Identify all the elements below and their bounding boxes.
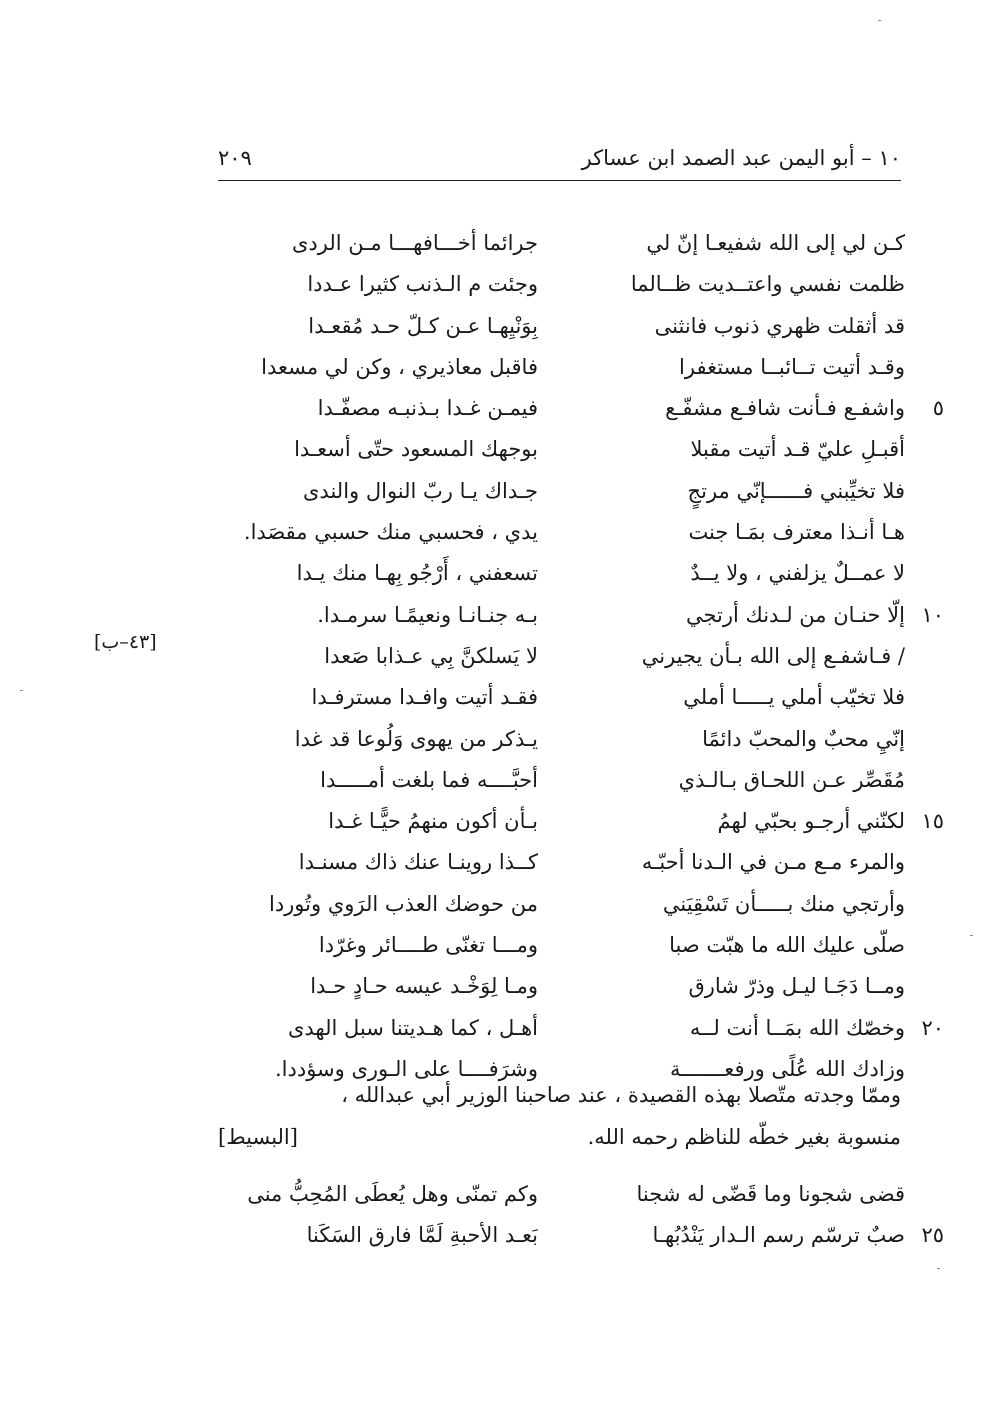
verse-row: [200, 843, 960, 884]
verse-row: [200, 720, 960, 761]
header-rule: [218, 180, 901, 181]
first-hemistich: لكنّني أرجـو بحبّي لهمُ: [717, 809, 905, 834]
verse-row: [200, 596, 960, 637]
first-hemistich: وزادك الله عُلًى ورفعـــــــة: [669, 1056, 905, 1081]
first-hemistich: هـا أنـذا معترف بمَـا جنت: [688, 520, 905, 545]
second-hemistich: جـداك يـا ربّ النوال والندى: [303, 478, 538, 503]
folio-margin-note: [٤٣–ب]: [94, 631, 157, 653]
first-hemistich: فلا تخيِّبني فــــــإنّي مرتجٍ: [687, 478, 905, 503]
verse-number: ١٥: [921, 809, 944, 834]
verse-row: [200, 967, 960, 1008]
first-hemistich: فلا تخيّب أملي يـــــا أملي: [683, 685, 905, 710]
verse-row: [200, 348, 960, 389]
first-hemistich: ومــا دَجَـا ليـل وذرّ شارق: [688, 974, 905, 999]
first-hemistich: كـن لي إلى الله شفيعـا إنّ لي: [646, 231, 905, 255]
verse-row: [200, 678, 960, 719]
first-hemistich: إلّا حنـان من لـدنك أرتجي: [685, 602, 905, 627]
first-hemistich: وقـد أتيت تــائبــا مستغفرا: [679, 354, 905, 379]
verse-row: [200, 513, 960, 554]
first-hemistich: وأرتجي منك بـــــأن تَسْقِيَني: [662, 891, 905, 916]
second-hemistich: بوجهك المسعود حتّى أسعـدا: [294, 437, 538, 462]
first-hemistich: قضى شجونا وما قَضّى له شجنا: [636, 1182, 905, 1206]
second-hemistich: ومـا لِوَخْـد عيسه حـادٍ حـدا: [310, 974, 538, 999]
chapter-title: ١٠ – أبو اليمن عبد الصمد ابن عساكر: [581, 146, 901, 170]
running-header: [218, 146, 901, 180]
first-hemistich: صلّى عليك الله ما هبّت صبا: [669, 933, 905, 958]
second-hemistich: يـذكر من يهوى وَلُوعا قد غدا: [294, 726, 538, 751]
verse-row: [200, 430, 960, 471]
verse-row: [200, 265, 960, 306]
first-hemistich: أقبـلِ عليّ قـد أتيت مقبلا: [690, 437, 905, 462]
verse-number: ٢٥: [921, 1223, 944, 1247]
first-hemistich: وخصّك الله بمَــا أنت لــه: [689, 1015, 905, 1040]
second-hemistich: بِوَنْيِهـا عـن كـلّ حـد مُقعـدا: [308, 313, 538, 338]
first-hemistich: إنّيِ محبٌ والمحبّ دائمًا: [702, 726, 905, 751]
second-hemistich: ومـــا تغنّى طــــائر وغرّدا: [318, 933, 538, 958]
second-hemistich: فيمـن غـدا بـذنبـه مصفّـدا: [317, 396, 538, 421]
scan-mark: [878, 20, 881, 21]
second-hemistich: كــذا روينـا عنك ذاك مسنـدا: [298, 850, 538, 875]
second-hemistich: وشرَفــــا على الـورى وسؤددا.: [275, 1056, 538, 1081]
verse-row: [200, 554, 960, 595]
verse-row: [200, 472, 960, 513]
verse-row: [200, 926, 960, 967]
first-hemistich: والمرء مـع مـن في الـدنا أحبّـه: [641, 850, 905, 875]
first-hemistich: لا عمــلٌ يزلفني ، ولا يــدٌ: [690, 561, 905, 586]
verse-row: [200, 885, 960, 926]
second-hemistich: أهـل ، كما هـديتنا سبل الهدى: [287, 1015, 538, 1040]
second-hemistich: أحبَّــــه فما بلغت أمـــــدا: [320, 767, 538, 792]
second-hemistich: جرائما أخـــافهـــا مـن الردى: [291, 231, 538, 255]
first-hemistich: / فـاشفـع إلى الله بـأن يجيرني: [641, 643, 905, 668]
second-hemistich: بـه جنـانـا ونعيمًـا سرمـدا.: [317, 602, 538, 627]
second-hemistich: لا يَسلكنَّ بِي عـذابا صَعدا: [324, 643, 538, 668]
second-hemistich: وجئت م الـذنب كثيرا عـددا: [307, 272, 538, 297]
second-hemistich: بَعـد الأحبةِ لَمَّا فارق السَكَنا: [306, 1223, 538, 1247]
verse-number: ٥: [932, 396, 944, 421]
scan-mark: [20, 690, 23, 691]
second-hemistich: وكم تمنّى وهل يُعطَى المُحِبُّ منى: [247, 1182, 538, 1206]
first-hemistich: ظلمت نفسي واعتــديت ظــالما: [630, 272, 905, 297]
verse-number: ٢٠: [921, 1015, 944, 1040]
prose-line-1: وممّا وجدته متّصلا بهذه القصيدة ، عند صاحبنا الوزير أبي عبدالله ،: [341, 1083, 901, 1107]
verse-row: [200, 1009, 960, 1050]
verse-number: ١٠: [921, 602, 944, 627]
verse-row: [200, 389, 960, 430]
verse-row: [200, 1175, 960, 1216]
first-hemistich: قد أثقلت ظهري ذنوب فانثنى: [654, 313, 905, 338]
verse-row: [200, 761, 960, 802]
verse-row: [200, 637, 960, 678]
second-hemistich: فقـد أتيت وافـدا مسترفـدا: [311, 685, 538, 710]
poem2-verses: [200, 1175, 960, 1257]
scan-mark: [937, 1268, 940, 1269]
meter-label: [البسيط]: [218, 1125, 298, 1149]
second-hemistich: يدي ، فحسبي منك حسبي مقصَدا.: [243, 520, 538, 545]
scan-mark: [970, 935, 973, 936]
first-hemistich: صبٌ ترسّم رسم الـدار يَنْدُبُهـا: [652, 1223, 905, 1247]
second-hemistich: من حوضك العذب الرَوي وتُوردا: [268, 891, 538, 916]
verse-row: [200, 802, 960, 843]
verse-row: [200, 224, 960, 265]
first-hemistich: مُقَصِّر عـن اللحـاق بـالـذي: [678, 767, 905, 792]
verse-row: [200, 307, 960, 348]
page-number: ٢٠٩: [218, 146, 252, 170]
verse-row: [200, 1216, 960, 1257]
second-hemistich: تسعفني ، أَرْجُو بِهـا منك يـدا: [296, 561, 538, 586]
first-hemistich: واشفـع فـأنت شافـع مشفّـع: [665, 396, 905, 421]
prose-line-2: منسوبة بغير خطّه للناظم رحمه الله.: [587, 1125, 901, 1149]
second-hemistich: فاقبل معاذيري ، وكن لي مسعدا: [261, 354, 538, 379]
second-hemistich: بـأن أكون منهمُ حيًّـا غـدا: [328, 809, 538, 834]
poem-verses: [200, 224, 960, 1091]
